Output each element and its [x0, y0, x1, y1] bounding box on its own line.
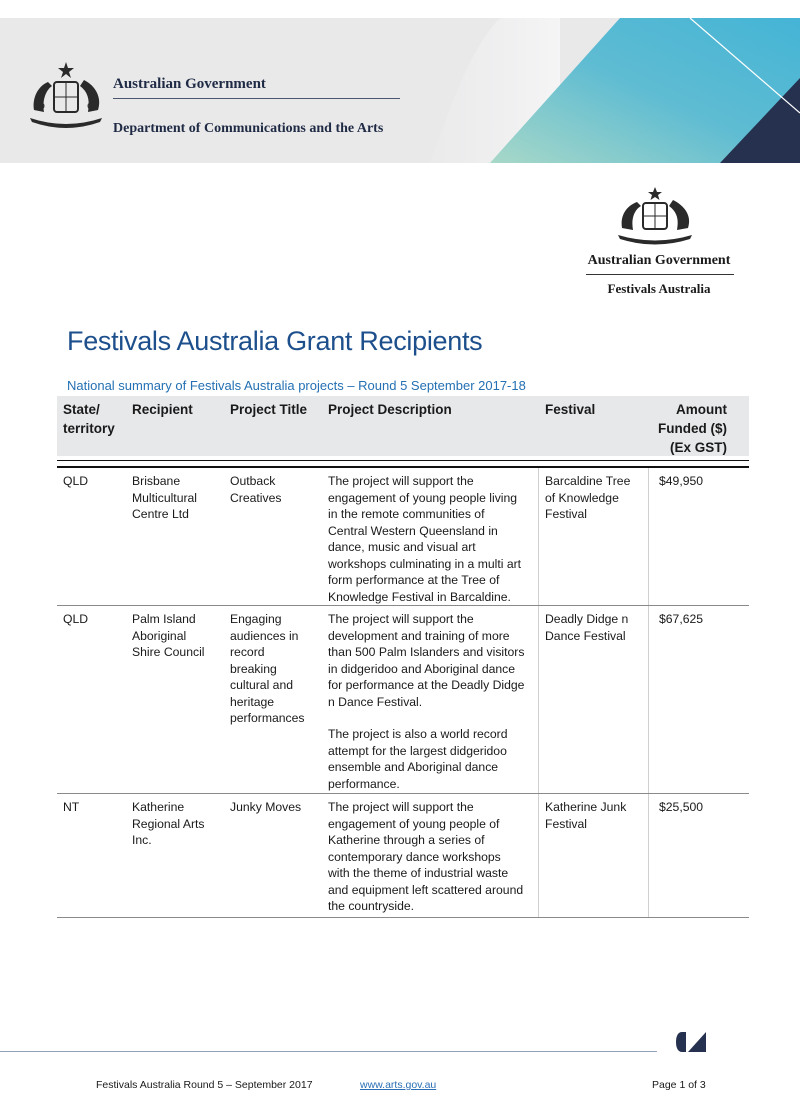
- footer-website-link[interactable]: www.arts.gov.au: [360, 1079, 437, 1091]
- footer-document-info: Festivals Australia Round 5 – September 2017: [96, 1079, 313, 1091]
- header-divider: [113, 98, 400, 99]
- text-line: in didgeridoo and Aboriginal dance: [328, 661, 516, 676]
- text-line: of Knowledge: [545, 490, 619, 505]
- text-line: than 500 Palm Islanders and visitors: [328, 645, 525, 659]
- text-line: n Dance Festival.: [328, 694, 423, 709]
- text-line: record: [230, 645, 265, 659]
- text-line: Festival: [545, 507, 587, 521]
- text-line: performance.: [328, 776, 400, 791]
- text-line: Katherine: [132, 800, 185, 814]
- text-line: Deadly Didge n: [545, 612, 629, 626]
- text-line: Katherine through a series of: [328, 833, 485, 847]
- program-divider: [586, 274, 734, 275]
- text-line: The project is also a world record: [328, 727, 508, 741]
- header-amount-line: Funded ($): [658, 421, 727, 436]
- cell-project-title: [230, 473, 325, 506]
- text-line: engagement of young people living: [328, 490, 518, 505]
- cell-amount: $25,500: [659, 800, 704, 814]
- header-amount-line: Amount: [676, 402, 727, 417]
- text-line: Outback: [230, 474, 276, 488]
- text-line: audiences in: [230, 628, 299, 643]
- text-line: Aboriginal: [132, 628, 187, 643]
- header-department-name: Department of Communications and the Arts: [113, 121, 384, 136]
- text-line: Brisbane: [132, 474, 181, 488]
- cell-amount: $67,625: [659, 612, 704, 626]
- text-line: with the theme of industrial waste: [328, 866, 509, 880]
- table-row: [57, 606, 749, 794]
- header-amount: [653, 400, 727, 457]
- text-line: cultural and: [230, 678, 294, 692]
- grant-recipients-table: [57, 396, 749, 918]
- text-line: form performance at the Tree of: [328, 573, 500, 587]
- text-line: Dance Festival: [545, 628, 626, 643]
- header-amount-line: (Ex GST): [669, 440, 727, 455]
- text-line: Junky Moves: [230, 800, 302, 814]
- table-row: [57, 794, 749, 918]
- text-line: dance, music and visual art: [328, 540, 476, 554]
- text-line: The project will support the: [328, 800, 474, 814]
- footer-divider: [0, 1051, 657, 1052]
- text-line: development and training of more: [328, 628, 510, 643]
- header-state-line: State/: [63, 402, 100, 417]
- text-line: heritage: [230, 694, 275, 709]
- cell-amount: $49,950: [659, 474, 704, 488]
- header-banner: [0, 18, 800, 163]
- text-line: contemporary dance workshops: [328, 849, 501, 864]
- cell-state: QLD: [63, 474, 89, 488]
- cell-recipient: [132, 473, 227, 523]
- cell-state: QLD: [63, 612, 89, 626]
- header-project-title: Project Title: [230, 402, 308, 417]
- text-line: Shire Council: [132, 645, 205, 659]
- text-line: Centre Ltd: [132, 507, 189, 521]
- text-line: The project will support the: [328, 474, 474, 488]
- header-project-description: Project Description: [328, 402, 452, 417]
- text-line: ensemble and Aboriginal dance: [328, 760, 499, 774]
- text-line: the countryside.: [328, 899, 415, 913]
- description-paragraph: [328, 799, 538, 915]
- table-row: [57, 468, 749, 606]
- text-line: Barcaldine Tree: [545, 474, 631, 488]
- coat-of-arms-icon: [612, 186, 698, 248]
- text-line: in the remote communities of: [328, 507, 485, 521]
- column-divider: [538, 468, 539, 605]
- text-line: Regional Arts: [132, 816, 205, 831]
- header-government-name: Australian Government: [113, 76, 266, 92]
- cell-festival: [545, 611, 650, 644]
- program-government-name: Australian Government: [587, 253, 731, 268]
- cell-project-title: [230, 611, 325, 727]
- text-line: attempt for the largest didgeridoo: [328, 743, 507, 758]
- text-line: The project will support the: [328, 612, 474, 626]
- cell-project-title: [230, 799, 325, 816]
- header-state: [63, 400, 129, 438]
- text-line: performances: [230, 711, 305, 725]
- page-title: Festivals Australia Grant Recipients: [67, 326, 483, 356]
- header-festival: Festival: [545, 402, 596, 417]
- table-header: [57, 396, 749, 456]
- cell-festival: [545, 799, 650, 832]
- program-name: Festivals Australia: [607, 281, 711, 296]
- header-state-line: territory: [63, 421, 115, 436]
- text-line: workshops culminating in a multi art: [328, 556, 522, 571]
- description-paragraph: [328, 473, 538, 605]
- cell-recipient: [132, 799, 227, 849]
- coat-of-arms-icon: [26, 60, 106, 136]
- cell-description: [328, 799, 538, 915]
- text-line: Katherine Junk: [545, 800, 627, 814]
- header-double-rule: [57, 460, 749, 468]
- text-line: Festival: [545, 816, 587, 831]
- text-line: for performance at the Deadly Didge: [328, 678, 525, 692]
- cell-description: [328, 473, 538, 605]
- text-line: Knowledge Festival in Barcaldine.: [328, 589, 511, 604]
- cell-description: [328, 611, 538, 792]
- text-line: Creatives: [230, 490, 282, 505]
- description-paragraph: [328, 726, 538, 792]
- text-line: and equipment left scattered around: [328, 882, 524, 897]
- cell-festival: [545, 473, 650, 523]
- arts-logo-icon: [676, 1032, 706, 1052]
- text-line: Multicultural: [132, 490, 198, 505]
- text-line: Engaging: [230, 612, 282, 626]
- footer-page-number: Page 1 of 3: [652, 1079, 706, 1091]
- column-divider: [538, 794, 539, 917]
- header-recipient: Recipient: [132, 402, 193, 417]
- page-subtitle: National summary of Festivals Australia projects – Round 5 September 2017-18: [67, 378, 526, 393]
- cell-recipient: [132, 611, 227, 661]
- text-line: engagement of young people of: [328, 816, 500, 831]
- text-line: breaking: [230, 661, 277, 676]
- cell-state: NT: [63, 800, 80, 814]
- text-line: Central Western Queensland in: [328, 523, 498, 538]
- text-line: Palm Island: [132, 612, 196, 626]
- column-divider: [538, 606, 539, 793]
- text-line: Inc.: [132, 833, 152, 847]
- description-paragraph: [328, 611, 538, 710]
